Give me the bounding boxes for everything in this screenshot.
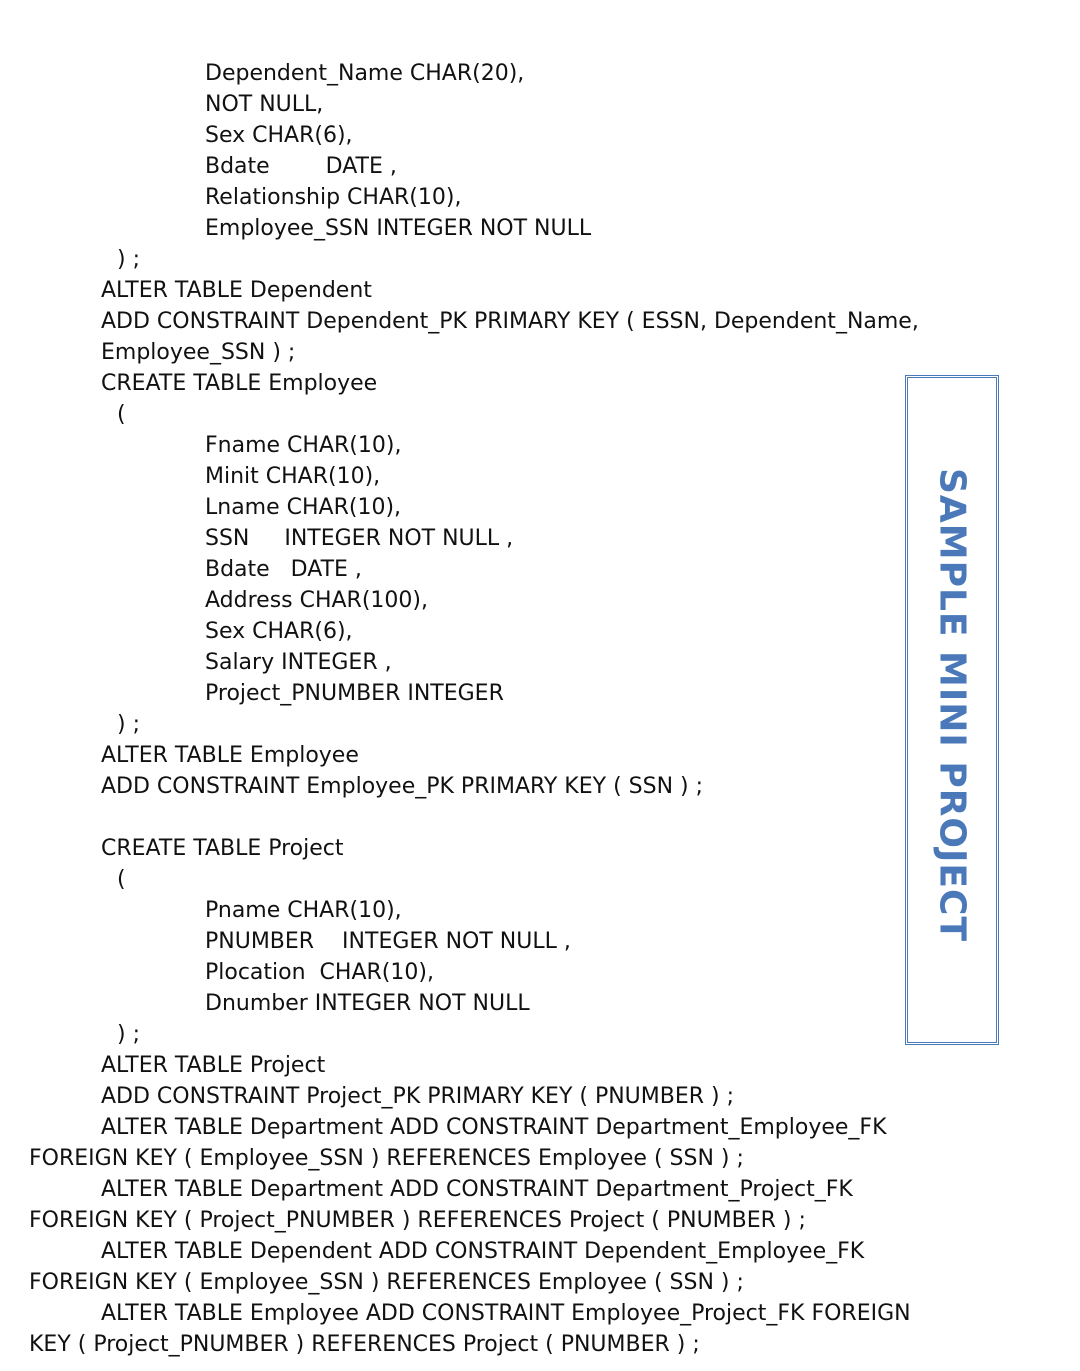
- code-line: ALTER TABLE Dependent ADD CONSTRAINT Dependent_Employee_FK: [101, 1239, 865, 1264]
- code-line: ) ;: [117, 247, 140, 272]
- code-line: Address CHAR(100),: [205, 588, 428, 613]
- code-line: ALTER TABLE Department ADD CONSTRAINT Department_Employee_FK: [101, 1115, 887, 1140]
- code-line: FOREIGN KEY ( Employee_SSN ) REFERENCES Employee ( SSN ) ;: [29, 1270, 744, 1295]
- code-line: ALTER TABLE Project: [101, 1053, 326, 1078]
- code-line: (: [117, 402, 126, 427]
- code-line: SSN INTEGER NOT NULL ,: [205, 526, 514, 551]
- code-line: Project_PNUMBER INTEGER: [205, 681, 504, 706]
- code-line: Sex CHAR(6),: [205, 123, 353, 148]
- sample-watermark-text: SAMPLE MINI PROJECT: [931, 467, 973, 943]
- code-line: CREATE TABLE Project: [101, 836, 344, 861]
- code-line: Salary INTEGER ,: [205, 650, 392, 675]
- code-line: Relationship CHAR(10),: [205, 185, 462, 210]
- code-line: Bdate DATE ,: [205, 557, 362, 582]
- code-line: Dependent_Name CHAR(20),: [205, 61, 525, 86]
- code-line: Pname CHAR(10),: [205, 898, 402, 923]
- code-line: Employee_SSN ) ;: [101, 340, 296, 365]
- code-line: ADD CONSTRAINT Dependent_PK PRIMARY KEY ( ESSN, Dependent_Name,: [101, 309, 919, 334]
- code-line: (: [117, 867, 126, 892]
- code-line: CREATE TABLE Employee: [101, 371, 378, 396]
- code-line: Employee_SSN INTEGER NOT NULL: [205, 216, 592, 241]
- code-line: Bdate DATE ,: [205, 154, 397, 179]
- code-line: NOT NULL,: [205, 92, 324, 117]
- code-line: Sex CHAR(6),: [205, 619, 353, 644]
- code-line: Minit CHAR(10),: [205, 464, 381, 489]
- code-line: ALTER TABLE Dependent: [101, 278, 372, 303]
- code-line: Fname CHAR(10),: [205, 433, 402, 458]
- code-line: KEY ( Project_PNUMBER ) REFERENCES Project ( PNUMBER ) ;: [29, 1332, 700, 1357]
- code-line: ADD CONSTRAINT Project_PK PRIMARY KEY ( PNUMBER ) ;: [101, 1084, 735, 1109]
- code-line: ADD CONSTRAINT Employee_PK PRIMARY KEY ( SSN ) ;: [101, 774, 704, 799]
- code-line: Plocation CHAR(10),: [205, 960, 434, 985]
- code-line: PNUMBER INTEGER NOT NULL ,: [205, 929, 571, 954]
- code-line: ) ;: [117, 1022, 140, 1047]
- code-line: Lname CHAR(10),: [205, 495, 402, 520]
- code-line: ALTER TABLE Employee: [101, 743, 359, 768]
- code-line: ) ;: [117, 712, 140, 737]
- code-line: FOREIGN KEY ( Project_PNUMBER ) REFERENCES Project ( PNUMBER ) ;: [29, 1208, 806, 1233]
- code-line: ALTER TABLE Department ADD CONSTRAINT Department_Project_FK: [101, 1177, 853, 1202]
- code-line: Dnumber INTEGER NOT NULL: [205, 991, 530, 1016]
- code-line: FOREIGN KEY ( Employee_SSN ) REFERENCES Employee ( SSN ) ;: [29, 1146, 744, 1171]
- code-line: ALTER TABLE Employee ADD CONSTRAINT Employee_Project_FK FOREIGN: [101, 1301, 911, 1326]
